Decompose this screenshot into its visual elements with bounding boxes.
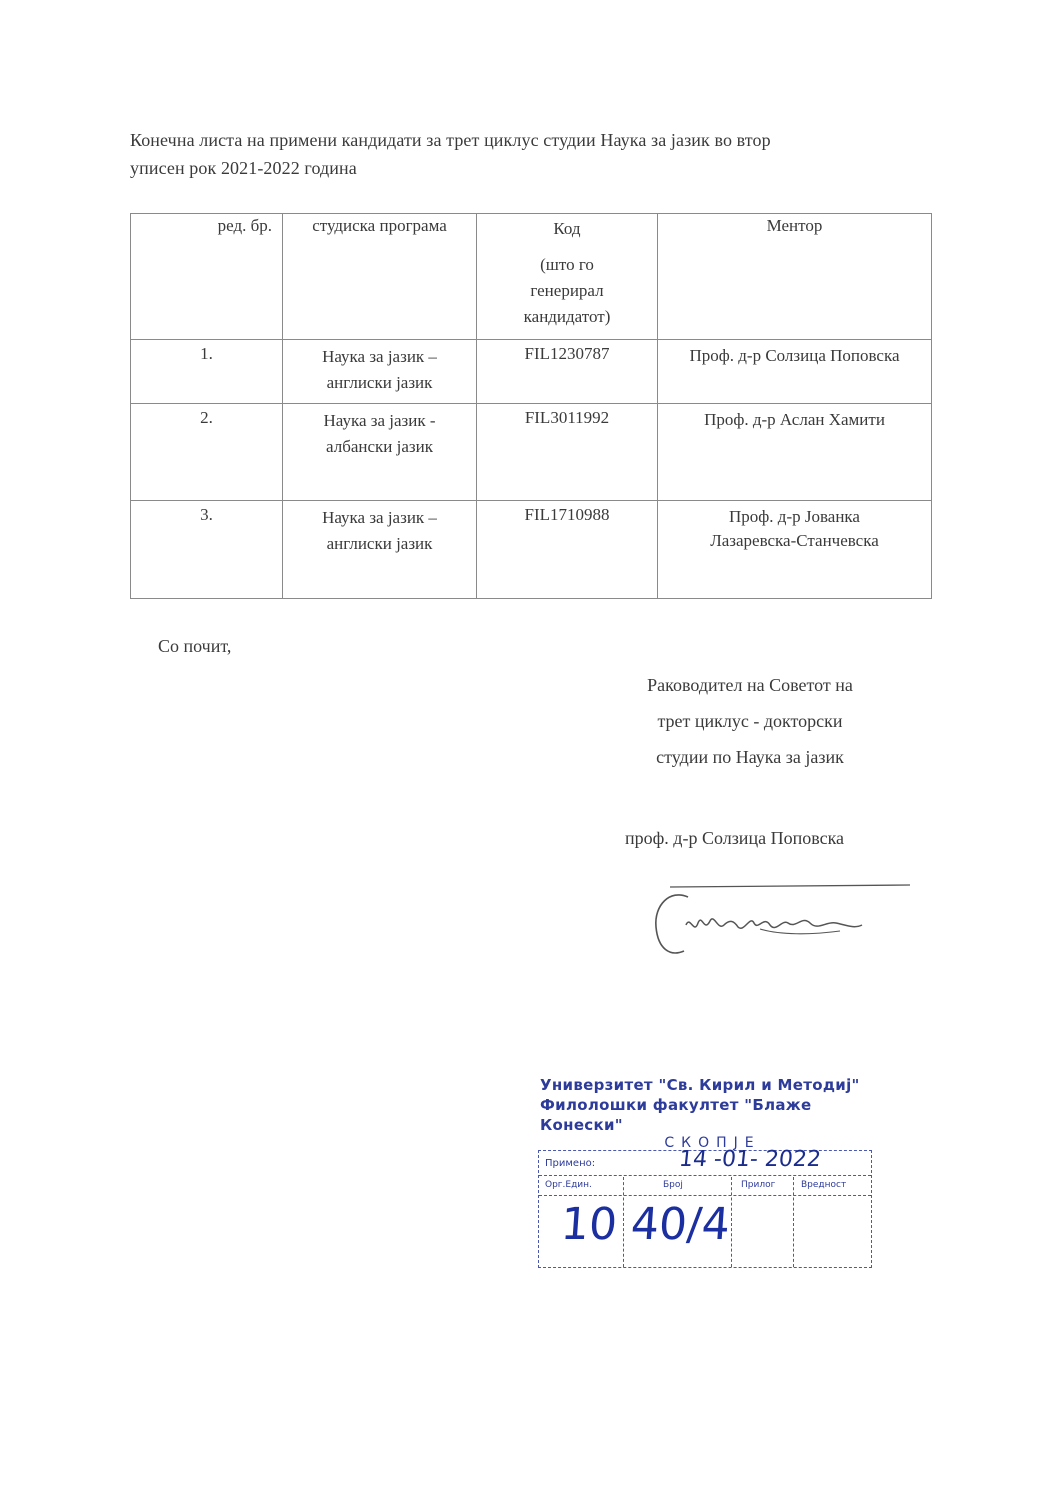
handwritten-signature [640,875,920,975]
header-code [477,214,658,340]
stamp-divider [731,1177,732,1267]
row-mentor-line-1: Проф. д-р Аслан Хамити [704,410,885,429]
header-code-note-2: генерирал [530,281,604,300]
table-row [131,404,932,501]
candidates-table [130,213,932,599]
title-line-2: уписен рок 2021-2022 година [130,158,357,178]
row-program [283,340,477,404]
stamp-col-number: Број [663,1180,683,1190]
stamp-city: СКОПЈЕ [664,1135,761,1151]
row-num: 2. [131,404,283,501]
row-num: 3. [131,501,283,599]
signatory-line-3: студии по Наука за јазик [656,747,844,767]
stamp-box [538,1147,872,1268]
stamp-received-row [539,1147,871,1176]
table-row [131,501,932,599]
stamp-received-label: Примено: [545,1158,596,1169]
row-mentor [658,404,932,501]
table-header-row [131,214,932,340]
stamp-org-unit: 10 [559,1199,619,1250]
stamp-faculty: Филолошки факултет "Блаже Конески" [540,1096,812,1134]
stamp-number: 40/4 [629,1199,732,1250]
row-mentor-line-2: Лазаревска-Станчевска [710,531,879,550]
header-program: студиска програма [283,214,477,340]
registry-stamp [530,1075,875,1275]
table-row [131,340,932,404]
signatory-name: проф. д-р Солзица Поповска [625,828,845,848]
row-program-line-1: Наука за јазик - [323,411,436,430]
stamp-col-value: Вредност [801,1180,847,1190]
row-code: FIL1230787 [477,340,658,404]
stamp-col-org: Орг.Един. [545,1180,592,1190]
header-mentor: Ментор [658,214,932,340]
header-code-label: Код [553,219,581,238]
signatory-title [610,672,890,780]
header-code-note-3: кандидатот) [523,307,611,326]
stamp-date: 14 -01- 2022 [677,1147,823,1172]
closing-greeting: Со почит, [158,636,232,656]
row-program [283,501,477,599]
row-mentor [658,340,932,404]
row-program [283,404,477,501]
row-mentor [658,501,932,599]
title-line-1: Конечна листа на примени кандидати за трет циклус студии Наука за јазик во втор [130,130,771,150]
row-mentor-line-1: Проф. д-р Јованка [729,507,860,526]
signatory-line-1: Раководител на Советот на [647,675,853,695]
row-program-line-2: англиски јазик [326,373,433,392]
header-code-note-1: (што го [540,255,594,274]
row-program-line-2: албански јазик [326,437,433,456]
stamp-divider [793,1177,794,1267]
row-mentor-line-1: Проф. д-р Солзица Поповска [689,346,900,365]
stamp-columns-row [539,1177,871,1196]
row-program-line-2: англиски јазик [326,534,433,553]
stamp-university: Универзитет "Св. Кирил и Методиј" [540,1076,860,1094]
row-program-line-1: Наука за јазик – [322,508,437,527]
signatory-line-2: трет циклус - докторски [657,711,843,731]
row-code: FIL1710988 [477,501,658,599]
header-num: ред. бр. [131,214,283,340]
document-title [130,126,930,182]
stamp-divider [623,1177,624,1267]
row-program-line-1: Наука за јазик – [322,347,437,366]
header-code-note [477,252,657,330]
row-code: FIL3011992 [477,404,658,501]
row-num: 1. [131,340,283,404]
stamp-col-attachment: Прилог [741,1180,776,1190]
